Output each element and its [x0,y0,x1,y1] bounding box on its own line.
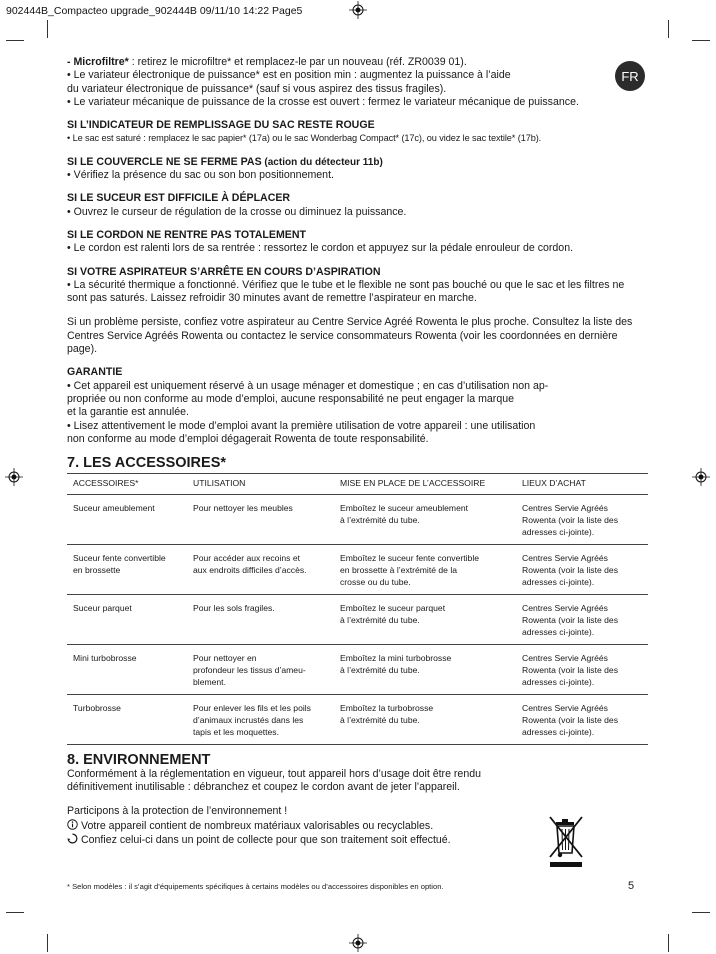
table-row [67,595,648,645]
table-row [67,545,648,595]
table-cell: Centres Servie Agréés Rowenta (voir la liste des adresses ci-jointe). [516,595,648,645]
table-cell: Centres Servie Agréés Rowenta (voir la liste des adresses ci-jointe). [516,645,648,695]
garantie-heading: GARANTIE [67,366,123,379]
table-cell: Emboîtez la mini turbobrosse à l’extrémité du tube. [334,645,516,695]
crop-mark [47,934,48,952]
table-header-row [67,474,648,495]
table-cell: Suceur ameublement [67,495,187,545]
intro-line: • Le variateur électronique de puissance* est en position min : augmentez la puissance à l’aide [67,69,511,82]
section-heading: SI VOTRE ASPIRATEUR S’ARRÊTE EN COURS D’ASPIRATION [67,265,381,278]
accessories-title: 7. LES ACCESSOIRES* [67,455,227,472]
table-cell: Emboîtez le suceur fente convertible en brossette à l’extrémité de la crosse ou du tube. [334,545,516,595]
registration-mark-icon [349,1,367,19]
crop-mark [692,40,710,41]
table-header: MISE EN PLACE DE L’ACCESSOIRE [334,474,516,495]
table-cell: Emboîtez le suceur parquet à l’extrémité du tube. [334,595,516,645]
garantie-line: • Cet appareil est uniquement réservé à un usage ménager et domestique ; en cas d’utilisation non ap- [67,379,549,392]
section-heading: SI LE CORDON NE RENTRE PAS TOTALEMENT [67,228,306,241]
print-slug: 902444B_Compacteo upgrade_902444B 09/11/10 14:22 Page5 [6,5,303,17]
crop-mark [668,20,669,38]
crop-mark [6,40,24,41]
garantie-line: non conforme au mode d’emploi dégagerait Rowenta de toute responsabilité. [67,432,429,445]
table-cell: Mini turbobrosse [67,645,187,695]
table-cell: Centres Servie Agréés Rowenta (voir la liste des adresses ci-jointe). [516,545,648,595]
crop-mark [668,934,669,952]
table-cell: Turbobrosse [67,695,187,745]
garantie-line: • Lisez attentivement le mode d’emploi avant la première utilisation de votre appareil : une utilisation [67,419,536,432]
table-cell: Suceur fente convertible en brossette [67,545,187,595]
table-cell: Pour enlever les fils et les poils d’animaux incrustés dans les tapis et les moquettes. [187,695,334,745]
section-heading: SI L’INDICATEUR DE REMPLISSAGE DU SAC RESTE ROUGE [67,119,375,132]
language-badge: FR [615,61,645,91]
garantie-line: et la garantie est annulée. [67,406,189,419]
table-row [67,495,648,545]
table-header: ACCESSOIRES* [67,474,187,495]
section-body: • Vérifiez la présence du sac ou son bon positionnement. [67,169,334,182]
table-cell: Emboîtez le suceur ameublement à l’extrémité du tube. [334,495,516,545]
crop-mark [47,20,48,38]
section-body: • Ouvrez le curseur de régulation de la crosse ou diminuez la puissance. [67,205,407,218]
environment-line: Participons à la protection de l’environnement ! [67,805,288,818]
table-header: LIEUX D’ACHAT [516,474,648,495]
environment-line: Conformément à la réglementation en vigueur, tout appareil hors d’usage doit être rendu [67,767,481,780]
environment-line: Votre appareil contient de nombreux matériaux valorisables ou recyclables. [67,819,647,833]
environment-line: définitivement inutilisable : débranchez et coupez le cordon avant de jeter l’appareil. [67,781,460,794]
accessories-table [67,473,648,745]
section-body: • La sécurité thermique a fonctionné. Vérifiez que le tube et le flexible ne sont pas bouché ou que le sac et les filtres ne sont pas saturés. Laissez refroidir 30 minutes avant de remettre l’aspirateur en marche. [67,278,625,305]
page-content [67,56,647,847]
table-row [67,645,648,695]
page-number: 5 [628,880,635,892]
table-cell: Pour nettoyer les meubles [187,495,334,545]
intro-line: du variateur électronique de puissance* (sauf si vous aspirez des tissus fragiles). [67,82,447,95]
table-cell: Pour nettoyer en profondeur les tissus d’ameu- blement. [187,645,334,695]
info-icon [67,819,78,830]
table-cell: Suceur parquet [67,595,187,645]
persist-paragraph: Si un problème persiste, confiez votre aspirateur au Centre Service Agréé Rowenta le plus proche. Consultez la liste des Centres Service Agréés Rowenta ou contactez le service consommateurs Rowenta (voir les coordonnées en dernière page). [67,316,633,356]
troubleshooting-sections [67,119,647,305]
intro-microfiltre: - Microfiltre* : retirez le microfiltre* et remplacez-le par un nouveau (réf. ZR0039 01). [67,56,467,68]
registration-mark-icon [349,934,367,952]
section-body: • Le sac est saturé : remplacez le sac papier* (17a) ou le sac Wonderbag Compact* (17c), ou videz le sac textile* (17b). [67,133,542,144]
section-heading: SI LE COUVERCLE NE SE FERME PAS (action du détecteur 11b) [67,155,383,168]
registration-mark-icon [692,468,710,486]
crossed-bin-icon [546,813,586,869]
intro-line: • Le variateur mécanique de puissance de la crosse est ouvert : fermez le variateur mécanique de puissance. [67,95,579,108]
microfiltre-label: - Microfiltre* [67,56,129,68]
table-cell: Centres Servie Agréés Rowenta (voir la liste des adresses ci-jointe). [516,695,648,745]
table-cell: Pour accéder aux recoins et aux endroits difficiles d’accès. [187,545,334,595]
recycle-icon [67,833,78,844]
table-row [67,695,648,745]
environment-title: 8. ENVIRONNEMENT [67,752,211,769]
registration-mark-icon [5,468,23,486]
table-header: UTILISATION [187,474,334,495]
garantie-line: propriée ou non conforme au mode d’emploi, aucune responsabilité ne peut engager la marque [67,392,514,405]
environment-line: Confiez celui-ci dans un point de collecte pour que son traitement soit effectué. [67,833,647,847]
section-body: • Le cordon est ralenti lors de sa rentrée : ressortez le cordon et appuyez sur la pédale enrouleur de cordon. [67,242,574,255]
crop-mark [692,912,710,913]
crop-mark [6,912,24,913]
section-heading: SI LE SUCEUR EST DIFFICILE À DÉPLACER [67,192,291,205]
table-cell: Emboîtez la turbobrosse à l’extrémité du tube. [334,695,516,745]
footnote: * Selon modèles : il s’agit d’équipements spécifiques à certains modèles ou d’accessoires disponibles en option. [67,882,444,891]
table-cell: Pour les sols fragiles. [187,595,334,645]
table-cell: Centres Servie Agréés Rowenta (voir la liste des adresses ci-jointe). [516,495,648,545]
